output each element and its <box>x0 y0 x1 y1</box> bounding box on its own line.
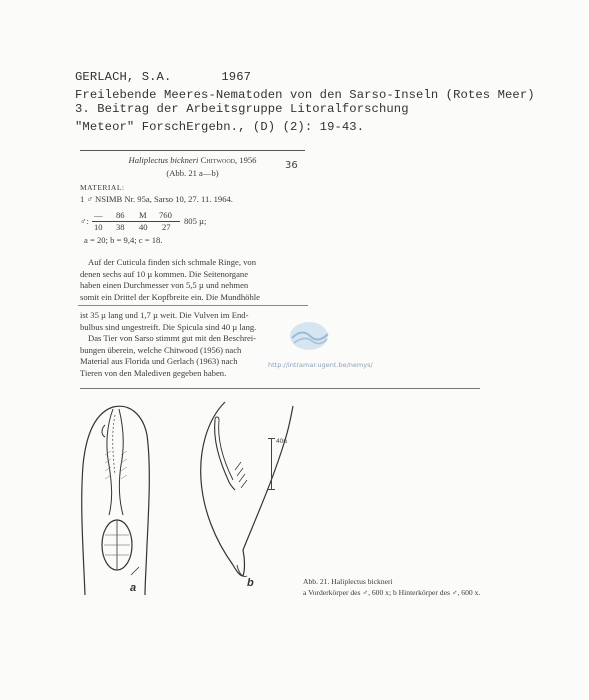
p1-line: denen sechs auf 10 µ kommen. Die Seitenorgane <box>80 268 249 279</box>
formula-num-1: 86 <box>116 210 125 220</box>
watermark-logo-icon <box>288 318 330 354</box>
reference-title-line2: 3. Beitrag der Arbeitsgruppe Litoralforschung <box>75 102 409 116</box>
p2-line: ist 35 µ lang und 1,7 µ weit. Die Vulven im End- <box>80 310 249 320</box>
figure-label-a: a <box>130 582 137 594</box>
formula-den-0: 10 <box>94 222 103 232</box>
p2-line: bulbus sind ungestreift. Die Spicula sind 40 µ lang. <box>80 321 257 332</box>
watermark-url: http://intramar.ugent.be/nemys/ <box>268 361 373 369</box>
figure-reference: (Abb. 21 a—b) <box>166 168 219 178</box>
nematode-drawing-a <box>75 395 185 595</box>
material-text: 1 ♂ NSIMB Nr. 95a, Sarso 10, 27. 11. 1964. <box>80 194 233 204</box>
material-heading: MATERIAL: <box>80 183 125 192</box>
reference-author: GERLACH, S.A. <box>75 70 172 84</box>
scale-bar-tick-top <box>268 438 275 439</box>
reference-year: 1967 <box>221 70 252 84</box>
formula-ratios: a = 20; b = 9,4; c = 18. <box>84 235 163 245</box>
species-name: Haliplectus bickneri <box>128 155 199 165</box>
scale-bar-tick-bottom <box>268 489 275 490</box>
formula-num-2: M <box>139 210 147 220</box>
formula-sex: ♂: <box>80 216 89 226</box>
p2-line: Tieren von den Malediven gegeben haben. <box>80 367 227 378</box>
p2-line: Das Tier von Sarso stimmt gut mit den Beschrei- <box>88 333 257 343</box>
figure-label-b: b <box>247 577 254 589</box>
clipping-cut-line <box>78 305 308 306</box>
p1-line: haben einen Durchmesser von 5,5 µ und nehmen <box>80 280 249 290</box>
scale-bar <box>271 438 272 490</box>
clipping-top-rule <box>80 150 305 151</box>
p2-line: Material aus Florida und Gerlach (1963) nach <box>80 356 238 366</box>
figure-caption-line1 <box>303 577 393 586</box>
paragraph-1 <box>80 257 305 303</box>
reference-journal: "Meteor" ForschErgebn., (D) (2): 19-43. <box>75 120 365 134</box>
formula-den-1: 38 <box>116 222 125 232</box>
formula-total: 805 µ; <box>184 216 207 226</box>
formula-num-0: — <box>94 210 103 220</box>
p2-line: bungen überein, welche Chitwood (1956) nach <box>80 344 242 355</box>
reference-title-line1: Freilebende Meeres-Nematoden von den Sarso-Inseln (Rotes Meer) <box>75 88 535 102</box>
species-author: Chitwood, 1956 <box>200 155 257 165</box>
page-note: 36 <box>285 160 298 171</box>
figure-caption-title: Abb. 21. Haliplectus bickneri <box>303 577 393 586</box>
nematode-drawing-b <box>185 400 295 580</box>
figure-caption-line2: a Vorderkörper des ♂, 600 x; b Hinterkörper des ♂, 600 x. <box>303 588 481 597</box>
formula-num-3: 760 <box>159 210 172 220</box>
species-heading <box>80 155 305 167</box>
formula-den-2: 40 <box>139 222 148 232</box>
reference-author-line <box>75 70 251 84</box>
formula-den-3: 27 <box>162 222 171 232</box>
scale-bar-label: 40µ <box>276 438 287 445</box>
p1-line: somit ein Drittel der Kopfbreite ein. Die Mundhöhle <box>80 291 260 302</box>
figure-top-rule <box>80 388 480 389</box>
p1-line: Auf der Cuticula finden sich schmale Ringe, von <box>88 257 257 267</box>
